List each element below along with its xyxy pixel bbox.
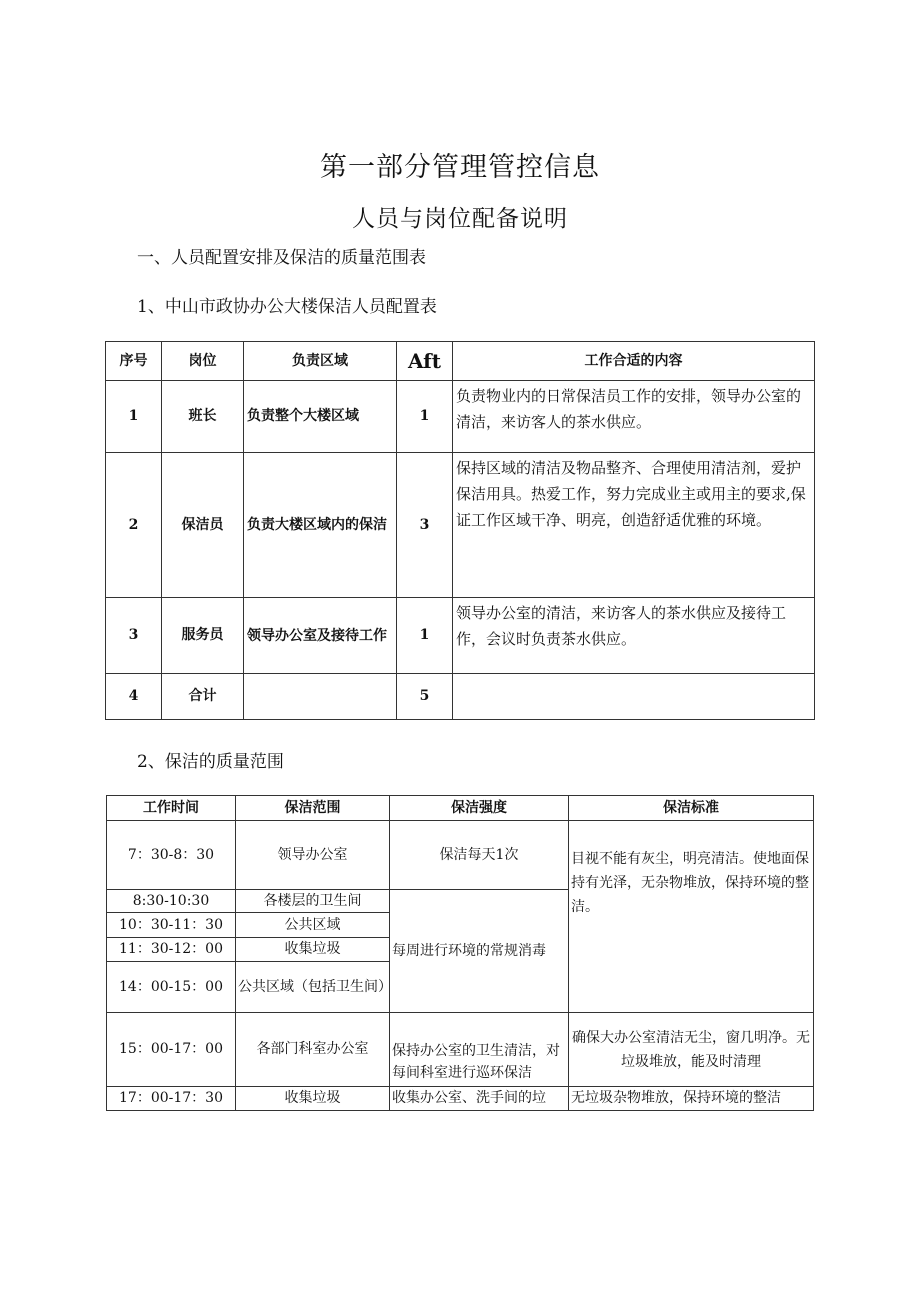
row-count: 1	[397, 598, 453, 674]
intensity-cell: 保洁每天1次	[390, 821, 569, 890]
standard-cell: 无垃圾杂物堆放，保持环境的整洁	[569, 1087, 814, 1111]
quality-table	[106, 795, 814, 1111]
row-area	[244, 674, 397, 720]
scope-cell: 领导办公室	[236, 821, 390, 890]
standard-cell: 确保大办公室清洁无尘，窗几明净。无垃圾堆放，能及时清理	[569, 1013, 814, 1087]
row-area: 领导办公室及接待工作	[244, 598, 397, 674]
scope-cell: 各部门科室办公室	[236, 1013, 390, 1087]
staff-table	[105, 341, 815, 720]
section-heading: 一、人员配置安排及保洁的质量范围表	[137, 248, 426, 268]
table-row	[107, 821, 814, 890]
header-cell: Aft	[397, 342, 453, 381]
row-number: 2	[106, 453, 162, 598]
row-post: 合计	[162, 674, 244, 720]
row-count: 3	[397, 453, 453, 598]
time-cell: 10：30-11：30	[107, 913, 236, 938]
row-area: 负责整个大楼区域	[244, 381, 397, 453]
scope-cell: 公共区域	[236, 913, 390, 938]
header-cell: 序号	[106, 342, 162, 381]
row-content	[453, 674, 815, 720]
table-row	[107, 1013, 814, 1087]
row-number: 1	[106, 381, 162, 453]
row-count: 1	[397, 381, 453, 453]
row-number: 4	[106, 674, 162, 720]
row-content: 领导办公室的清洁，来访客人的茶水供应及接待工作，会议时负责茶水供应。	[453, 598, 815, 674]
scope-cell: 各楼层的卫生间	[236, 890, 390, 913]
row-content: 负责物业内的日常保洁员工作的安排，领导办公室的清洁，来访客人的茶水供应。	[453, 381, 815, 453]
row-number: 3	[106, 598, 162, 674]
row-content: 保持区域的清洁及物品整齐、合理使用清洁剂，爱护保洁用具。热爱工作，努力完成业主或用主的要求,保证工作区域干净、明亮，创造舒适优雅的环境。	[453, 453, 815, 598]
standard-text: 目视不能有灰尘，明亮清洁。使地面保持有光泽，无杂物堆放，保持环境的整洁。	[571, 850, 809, 915]
page-subtitle: 人员与岗位配备说明	[352, 206, 568, 232]
header-cell: 岗位	[162, 342, 244, 381]
time-cell: 15：00-17：00	[107, 1013, 236, 1087]
staff-table-header	[106, 342, 815, 381]
standard-cell-merged	[569, 821, 814, 1013]
table-row	[106, 453, 815, 598]
intensity-cell: 收集办公室、洗手间的垃	[390, 1087, 569, 1111]
row-area: 负责大楼区域内的保洁	[244, 453, 397, 598]
time-cell: 7：30-8：30	[107, 821, 236, 890]
row-post: 服务员	[162, 598, 244, 674]
header-cell: 保洁强度	[390, 796, 569, 821]
header-cell: 保洁标准	[569, 796, 814, 821]
header-cell: 工作时间	[107, 796, 236, 821]
page-title: 第一部分管理管控信息	[320, 152, 600, 183]
header-cell: 工作合适的内容	[453, 342, 815, 381]
subsection-quality-heading: 2、保洁的质量范围	[137, 752, 284, 772]
table-row	[106, 381, 815, 453]
time-cell: 8:30-10:30	[107, 890, 236, 913]
table-row-total	[106, 674, 815, 720]
time-cell: 17：00-17：30	[107, 1087, 236, 1111]
intensity-cell: 保持办公室的卫生清洁，对每间科室进行巡环保洁	[390, 1013, 569, 1087]
row-post: 保洁员	[162, 453, 244, 598]
scope-cell: 收集垃圾	[236, 1087, 390, 1111]
subsection-staff-heading: 1、中山市政协办公大楼保洁人员配置表	[137, 297, 437, 317]
time-cell: 14：00-15：00	[107, 962, 236, 1013]
row-count: 5	[397, 674, 453, 720]
header-cell: 负责区域	[244, 342, 397, 381]
header-cell: 保洁范围	[236, 796, 390, 821]
scope-cell: 收集垃圾	[236, 938, 390, 962]
table-row	[106, 598, 815, 674]
table-row	[107, 1087, 814, 1111]
quality-table-header	[107, 796, 814, 821]
time-cell: 11：30-12：00	[107, 938, 236, 962]
intensity-cell-merged: 每周进行环境的常规消毒	[390, 890, 569, 1013]
scope-cell: 公共区域（包括卫生间）	[236, 962, 390, 1013]
row-post: 班长	[162, 381, 244, 453]
